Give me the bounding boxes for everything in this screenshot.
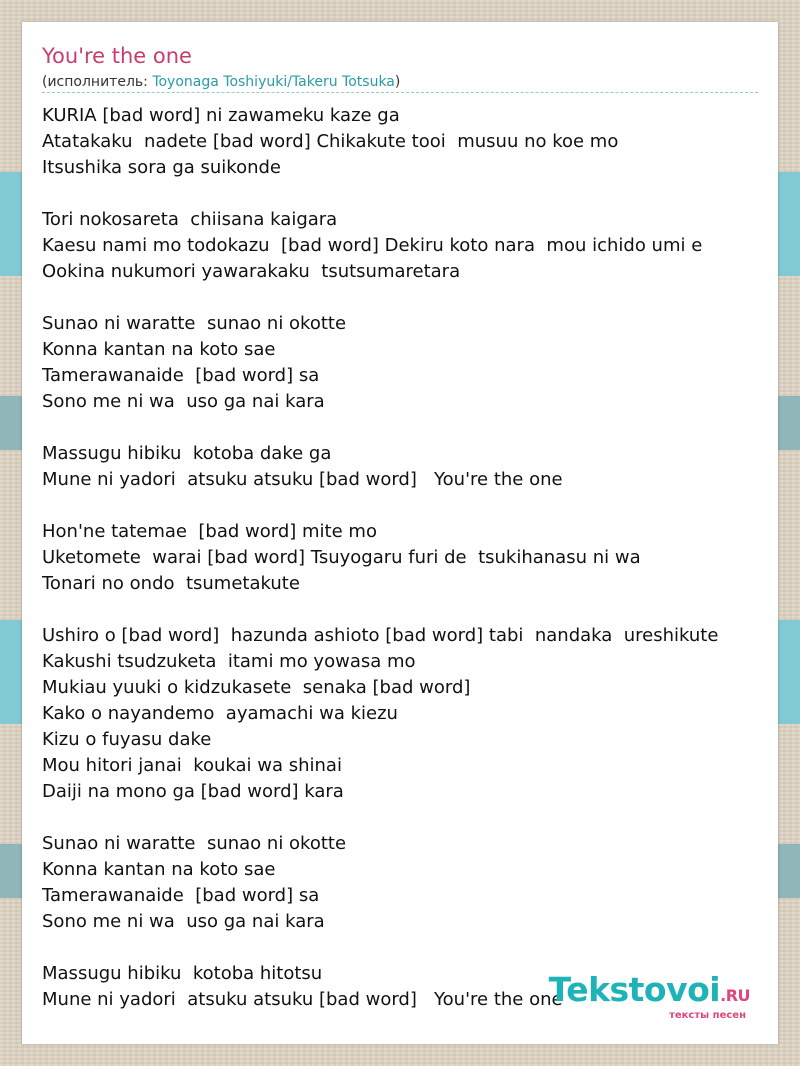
lyric-line: Sono me ni wa uso ga nai kara <box>42 911 325 932</box>
lyric-line: Ushiro o [bad word] hazunda ashioto [bad word] tabi nandaka ureshikute <box>42 625 719 646</box>
lyric-line: Sono me ni wa uso ga nai kara <box>42 391 325 412</box>
lyric-line: Massugu hibiku kotoba hitotsu <box>42 963 323 984</box>
lyric-line: Mukiau yuuki o kidzukasete senaka [bad word] <box>42 677 471 698</box>
lyric-line: Sunao ni waratte sunao ni okotte <box>42 313 347 334</box>
lyric-line: Kakushi tsudzuketa itami mo yowasa mo <box>42 651 416 672</box>
artist-link[interactable]: Toyonaga Toshiyuki/Takeru Totsuka <box>152 74 395 90</box>
lyric-line: Tamerawanaide [bad word] sa <box>42 885 320 906</box>
stanza-break <box>42 935 758 961</box>
site-logo[interactable] <box>548 970 750 1022</box>
lyric-line: Konna kantan na koto sae <box>42 339 276 360</box>
lyric-line: Mou hitori janai koukai wa shinai <box>42 755 342 776</box>
lyric-line: Daiji na mono ga [bad word] kara <box>42 781 344 802</box>
lyric-line: Tamerawanaide [bad word] sa <box>42 365 320 386</box>
header-divider <box>42 92 758 93</box>
logo-tagline: тексты песен <box>669 1010 746 1021</box>
lyric-line: Massugu hibiku kotoba dake ga <box>42 443 332 464</box>
lyric-line: Ookina nukumori yawarakaku tsutsumaretara <box>42 261 461 282</box>
logo-name: Tekstovoi <box>548 970 721 1009</box>
song-title: You're the one <box>42 44 192 68</box>
artist-suffix: ) <box>394 74 401 90</box>
lyric-line: Hon'ne tatemae [bad word] mite mo <box>42 521 377 542</box>
lyric-line: Mune ni yadori atsuku atsuku [bad word] You're the one <box>42 989 563 1010</box>
artist-prefix: (исполнитель: <box>42 74 153 90</box>
lyric-line: Kako o nayandemo ayamachi wa kiezu <box>42 703 398 724</box>
lyric-line: Tori nokosareta chiisana kaigara <box>42 209 338 230</box>
lyric-line: Konna kantan na koto sae <box>42 859 276 880</box>
lyric-line: Tonari no ondo tsumetakute <box>42 573 300 594</box>
logo-tld: .RU <box>720 986 750 1005</box>
stanza-break <box>42 597 758 623</box>
lyric-line: Itsushika sora ga suikonde <box>42 157 282 178</box>
lyrics-body <box>42 103 758 1013</box>
stanza-break <box>42 493 758 519</box>
artist-line <box>42 73 400 91</box>
lyric-line: Atatakaku nadete [bad word] Chikakute tooi musuu no koe mo <box>42 131 619 152</box>
lyric-line: KURIA [bad word] ni zawameku kaze ga <box>42 105 400 126</box>
stanza-break <box>42 805 758 831</box>
logo-wordmark <box>548 970 750 1013</box>
stanza-break <box>42 181 758 207</box>
lyric-line: Kaesu nami mo todokazu [bad word] Dekiru koto nara mou ichido umi e <box>42 235 703 256</box>
lyric-line: Sunao ni waratte sunao ni okotte <box>42 833 347 854</box>
lyrics-card <box>22 22 778 1044</box>
lyric-line: Uketomete warai [bad word] Tsuyogaru furi de tsukihanasu ni wa <box>42 547 641 568</box>
stanza-break <box>42 415 758 441</box>
lyric-line: Kizu o fuyasu dake <box>42 729 212 750</box>
stanza-break <box>42 285 758 311</box>
lyric-line: Mune ni yadori atsuku atsuku [bad word] You're the one <box>42 469 563 490</box>
